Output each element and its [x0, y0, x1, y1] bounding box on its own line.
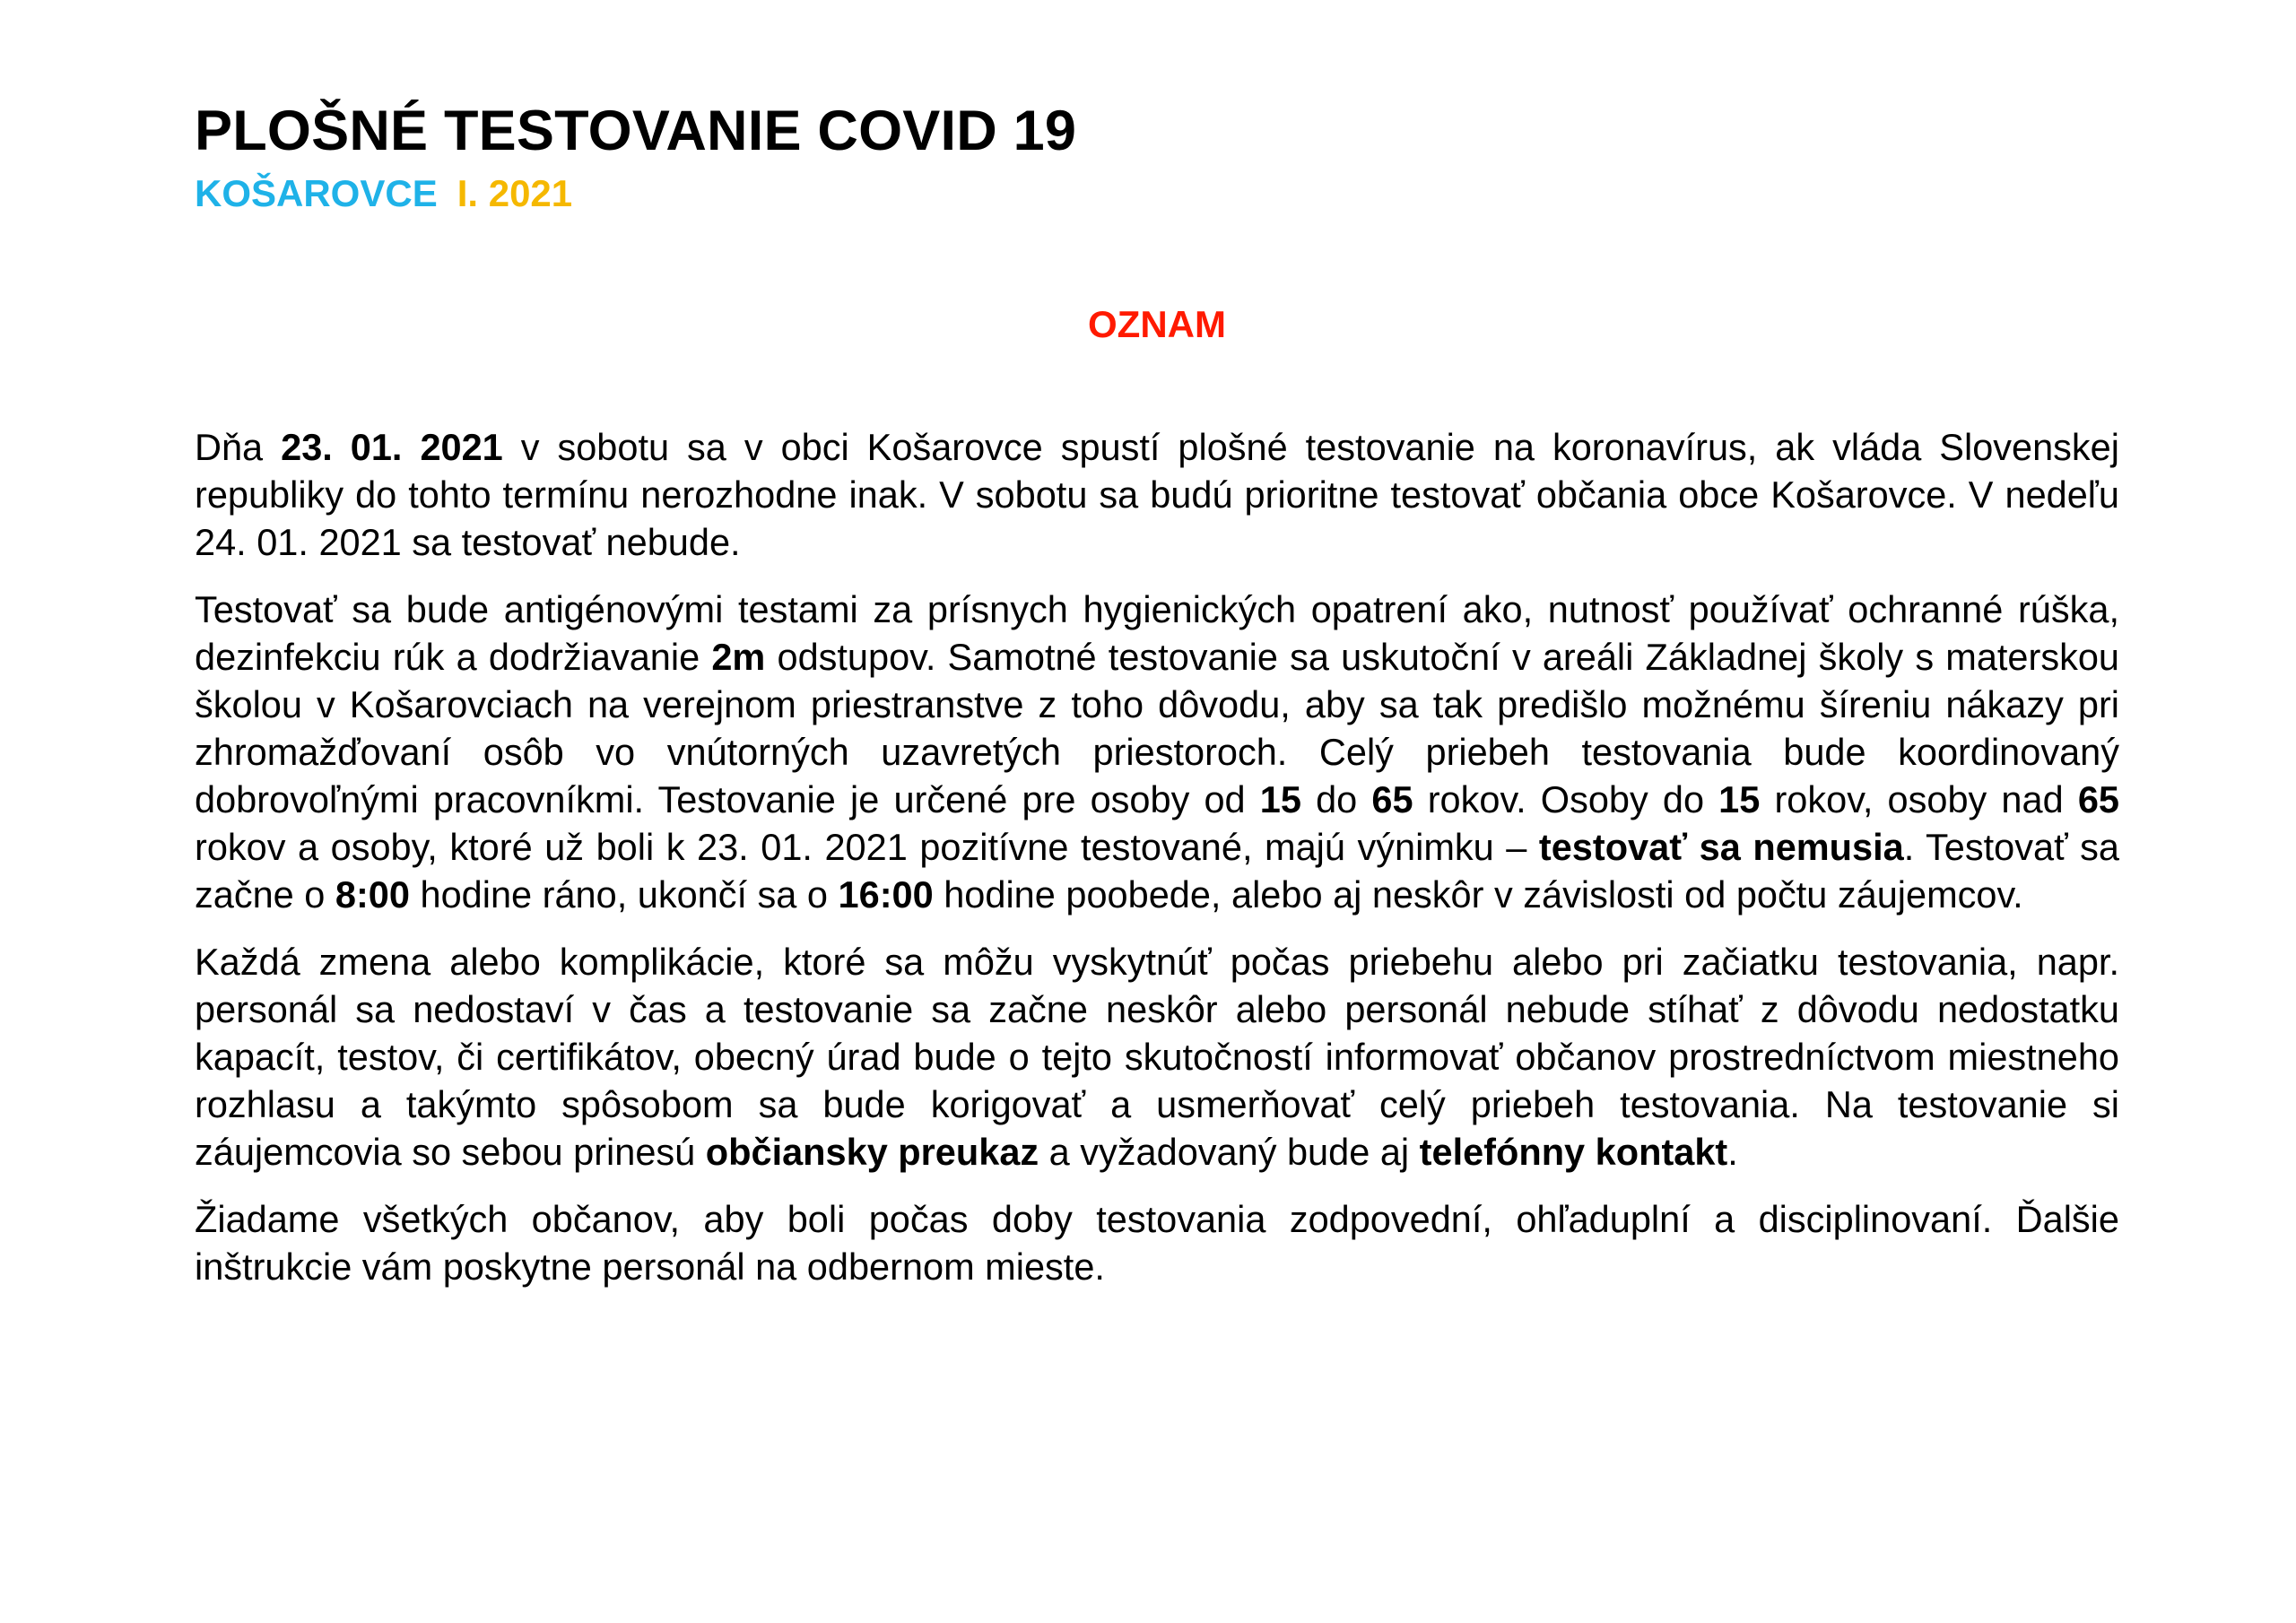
paragraph-text: . [1727, 1131, 1738, 1173]
paragraph-4 [195, 1195, 2119, 1290]
bold-distance: 2m [711, 636, 766, 678]
paragraph-1 [195, 423, 2119, 566]
bold-phone-contact: telefónny kontakt [1419, 1131, 1728, 1173]
paragraph-2 [195, 586, 2119, 918]
bold-age-min: 15 [1259, 778, 1301, 820]
notice-heading: OZNAM [1088, 303, 1226, 345]
document-title: PLOŠNÉ TESTOVANIE COVID 19 [195, 100, 1077, 162]
document-subtitle [195, 170, 2119, 217]
paragraph-text: Dňa [195, 426, 282, 468]
paragraph-text: . Testovať sa začne o [195, 826, 2120, 916]
paragraph-text: odstupov. Samotné testovanie sa uskutoční v areáli Základnej školy s materskou školou v Košarovciach na verejnom priestranstve z toho dôvodu, aby sa tak predišlo možnému šíreniu nákazy pri zhromažďovaní osôb vo vnútorných uzavretých priestoroch. Celý priebeh testovania bude koordinovaný dobrovoľnými pracovníkmi. Testovanie je určené pre osoby od [195, 636, 2119, 820]
bold-id-card: občiansky preukaz [705, 1131, 1039, 1173]
subtitle-period: I. 2021 [457, 172, 573, 214]
paragraph-text: rokov. Osoby do [1413, 778, 1719, 820]
document-page [195, 97, 2119, 1310]
paragraph-text: rokov, osoby nad [1760, 778, 2078, 820]
paragraph-text: a vyžadovaný bude aj [1039, 1131, 1420, 1173]
paragraph-text: rokov a osoby, ktoré už boli k 23. 01. 2021 pozitívne testované, majú výnimku – [195, 826, 1539, 868]
paragraph-3 [195, 938, 2119, 1176]
bold-exemption: testovať sa nemusia [1538, 826, 1904, 868]
bold-age-min: 15 [1718, 778, 1761, 820]
notice-body [195, 423, 2119, 1290]
bold-date: 23. 01. 2021 [281, 426, 503, 468]
paragraph-text: hodine ráno, ukončí sa o [409, 873, 839, 916]
paragraph-text: do [1300, 778, 1372, 820]
bold-start-time: 8:00 [335, 873, 410, 916]
bold-age-max: 65 [1371, 778, 1413, 820]
paragraph-text: v sobotu sa v obci Košarovce spustí plošné testovanie na koronavírus, ak vláda Slovenskej republiky do tohto termínu nerozhodne inak. V sobotu sa budú prioritne testovať občania obce Košarovce. V nedeľu 24. 01. 2021 sa testovať nebude. [195, 426, 2119, 563]
paragraph-text: Žiadame všetkých občanov, aby boli počas doby testovania zodpovední, ohľaduplní a disciplinovaní. Ďalšie inštrukcie vám poskytne personál na odbernom mieste. [195, 1198, 2119, 1288]
bold-end-time: 16:00 [838, 873, 934, 916]
bold-age-max: 65 [2077, 778, 2119, 820]
paragraph-text: Testovať sa bude antigénovými testami za prísnych hygienických opatrení ako, nutnosť používať ochranné rúška, dezinfekciu rúk a dodržiavanie [195, 588, 2119, 678]
subtitle-place: KOŠAROVCE [195, 172, 438, 214]
paragraph-text: Každá zmena alebo komplikácie, ktoré sa môžu vyskytnúť počas priebehu alebo pri začiatku testovania, napr. personál sa nedostaví v čas a testovanie sa začne neskôr alebo personál nebude stíhať z dôvodu nedostatku kapacít, testov, či certifikátov, obecný úrad bude o tejto skutočností informovať občanov prostredníctvom miestneho rozhlasu a takýmto spôsobom sa bude korigovať a usmerňovať celý priebeh testovania. Na testovanie si záujemcovia so sebou prinesú [195, 941, 2119, 1173]
paragraph-text: hodine poobede, alebo aj neskôr v závislosti od počtu záujemcov. [933, 873, 2023, 916]
